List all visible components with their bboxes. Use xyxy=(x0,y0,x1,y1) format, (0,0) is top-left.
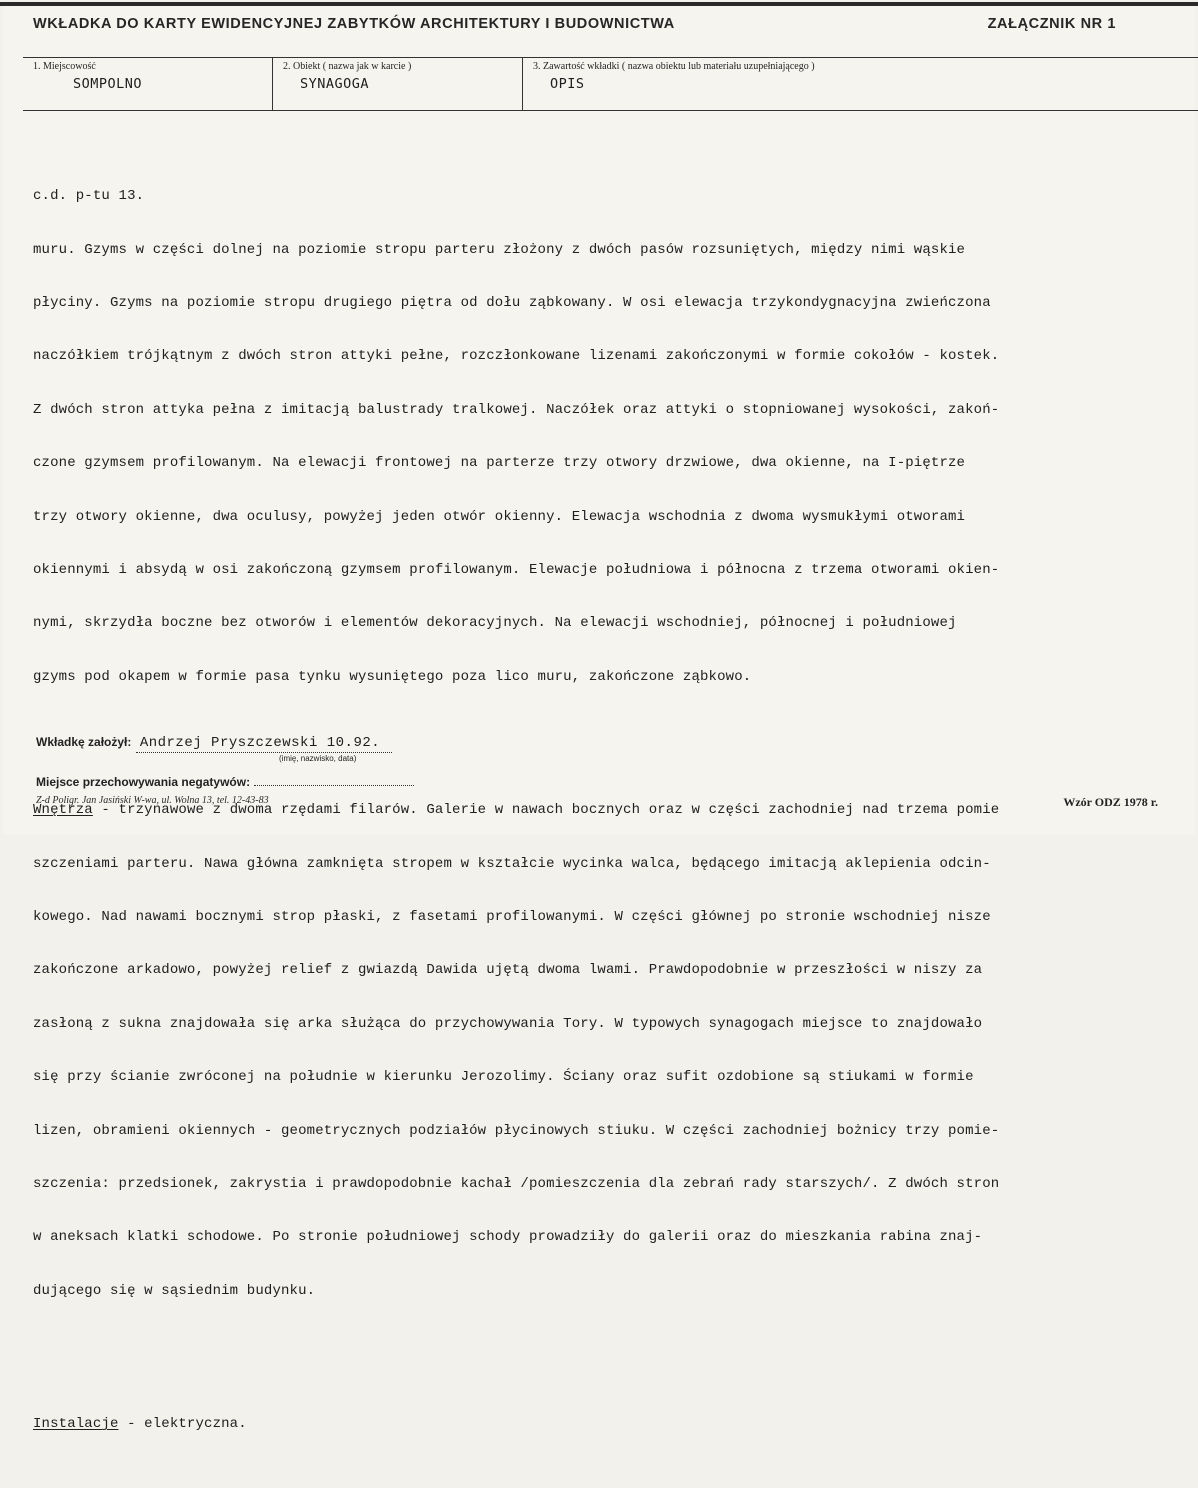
author-caption: (imię, nazwisko, data) xyxy=(279,754,357,763)
text-line: c.d. p-tu 13. xyxy=(33,188,145,205)
text-line: Z dwóch stron attyka pełna z imitacją balustrady tralkowej. Naczółek oraz attyki o stopniowanej wysokości, zakoń- xyxy=(33,401,1000,418)
text-line: trzy otwory okienne, dwa oculusy, powyżej jeden otwór okienny. Elewacja wschodnia z dwoma wysmukłymi otworami xyxy=(33,508,966,525)
form-title: WKŁADKA DO KARTY EWIDENCYJNEJ ZABYTKÓW ARCHITEKTURY I BUDOWNICTWA xyxy=(33,16,675,32)
form-model: Wzór ODZ 1978 r. xyxy=(1063,795,1158,809)
annex-number: ZAŁĄCZNIK NR 1 xyxy=(987,16,1116,32)
text-line: w aneksach klatki schodowe. Po stronie południowej schody prowadziły do galerii oraz do mieszkania rabina znaj- xyxy=(33,1229,983,1246)
object-field xyxy=(272,58,522,110)
text-line: szczeniami parteru. Nawa główna zamknięta stropem w kształcie wycinka walca, będącego imitacją aklepienia odcin- xyxy=(33,855,991,872)
text-line: muru. Gzyms w części dolnej na poziomie stropu parteru złożony z dwóch pasów rozsuniętych, między nimi wąskie xyxy=(33,241,966,258)
field-row xyxy=(23,57,1198,111)
object-label: 2. Obiekt ( nazwa jak w karcie ) xyxy=(283,61,412,72)
locality-field xyxy=(23,58,271,110)
text-line: czone gzymsem profilowanym. Na elewacji frontowej na parterze trzy otwory drzwiowe, dwa okienne, na I-piętrze xyxy=(33,455,966,472)
author-value: Andrzej Pryszczewski 10.92. xyxy=(136,735,392,753)
locality-label: 1. Miejscowość xyxy=(33,61,96,72)
text-line: zakończone arkadowo, powyżej relief z gwiazdą Dawida ujętą dwoma lwami. Prawdopodobnie w przeszłości w niszy za xyxy=(33,962,983,979)
text-line xyxy=(33,1416,1198,1434)
installations-text: - elektryczna. xyxy=(118,1416,247,1433)
text-line: zasłoną z sukna znajdowała się arka służąca do przychowywania Tory. W typowych synagogach miejsce to znajdowało xyxy=(33,1015,983,1032)
content-field xyxy=(522,58,1198,110)
text-line: płyciny. Gzyms na poziomie stropu drugiego piętra od dołu ząbkowany. W osi elewacja trzykondygnacyjna zwieńczona xyxy=(33,294,991,311)
exterior-paragraph xyxy=(33,153,1198,723)
installations-paragraph xyxy=(33,1381,1198,1470)
interior-first-line: - trzynawowe z dwoma rzędami filarów. Galerie w nawach bocznych oraz w części zachodniej nad trzema pomie xyxy=(92,802,1000,819)
interior-heading: Wnętrza xyxy=(33,802,93,819)
text-line: kowego. Nad nawami bocznymi strop płaski, z fasetami profilowanymi. W części głównej po stronie wschodniej nisze xyxy=(33,909,991,926)
content-value: OPIS xyxy=(550,76,585,92)
text-line: nymi, skrzydła boczne bez otworów i elementów dekoracyjnych. Na elewacji wschodniej, północnej i południowej xyxy=(33,615,957,632)
installations-heading: Instalacje xyxy=(33,1416,119,1433)
interior-paragraph xyxy=(33,767,1198,1337)
content-label: 3. Zawartość wkładki ( nazwa obiektu lub materiału uzupełniającego ) xyxy=(533,61,815,72)
top-rule xyxy=(0,2,1198,6)
author-row xyxy=(36,733,392,751)
text-line: naczółkiem trójkątnym z dwóch stron attyki pełne, rozczłonkowane lizenami zakończonymi w formie cokołów - kostek. xyxy=(33,348,1000,365)
text-line: lizen, obramieni okiennych - geometrycznych podziałów płycinowych stiuku. W części zachodniej bożnicy trzy pomie- xyxy=(33,1122,1000,1139)
printer-imprint: Z-d Poligr. Jan Jasiński W-wa, ul. Wolna 13, tel. 12-43-83 xyxy=(36,795,269,806)
text-line: gzyms pod okapem w formie pasa tynku wysuniętego poza lico muru, zakończone ząbkowo. xyxy=(33,668,752,685)
author-label: Wkładkę założył: xyxy=(36,735,132,749)
negatives-label: Miejsce przechowywania negatywów: xyxy=(36,775,251,789)
text-line: dującego się w sąsiednim budynku. xyxy=(33,1282,316,1299)
text-line: szczenia: przedsionek, zakrystia i prawdopodobnie kachał /pomieszczenia dla zebrań rady starszych/. Z dwóch stron xyxy=(33,1176,1000,1193)
text-line: się przy ścianie zwróconej na południe w kierunku Jerozolimy. Ściany oraz sufit ozdobione są stiukami w formie xyxy=(33,1069,974,1086)
object-value: SYNAGOGA xyxy=(300,76,370,92)
negatives-blank-line xyxy=(254,775,414,786)
text-line: okiennymi i absydą w osi zakończoną gzymsem profilowanym. Elewacje południowa i północna z trzema otworami okien- xyxy=(33,561,1000,578)
negatives-row xyxy=(36,773,414,791)
locality-value: SOMPOLNO xyxy=(73,76,143,92)
